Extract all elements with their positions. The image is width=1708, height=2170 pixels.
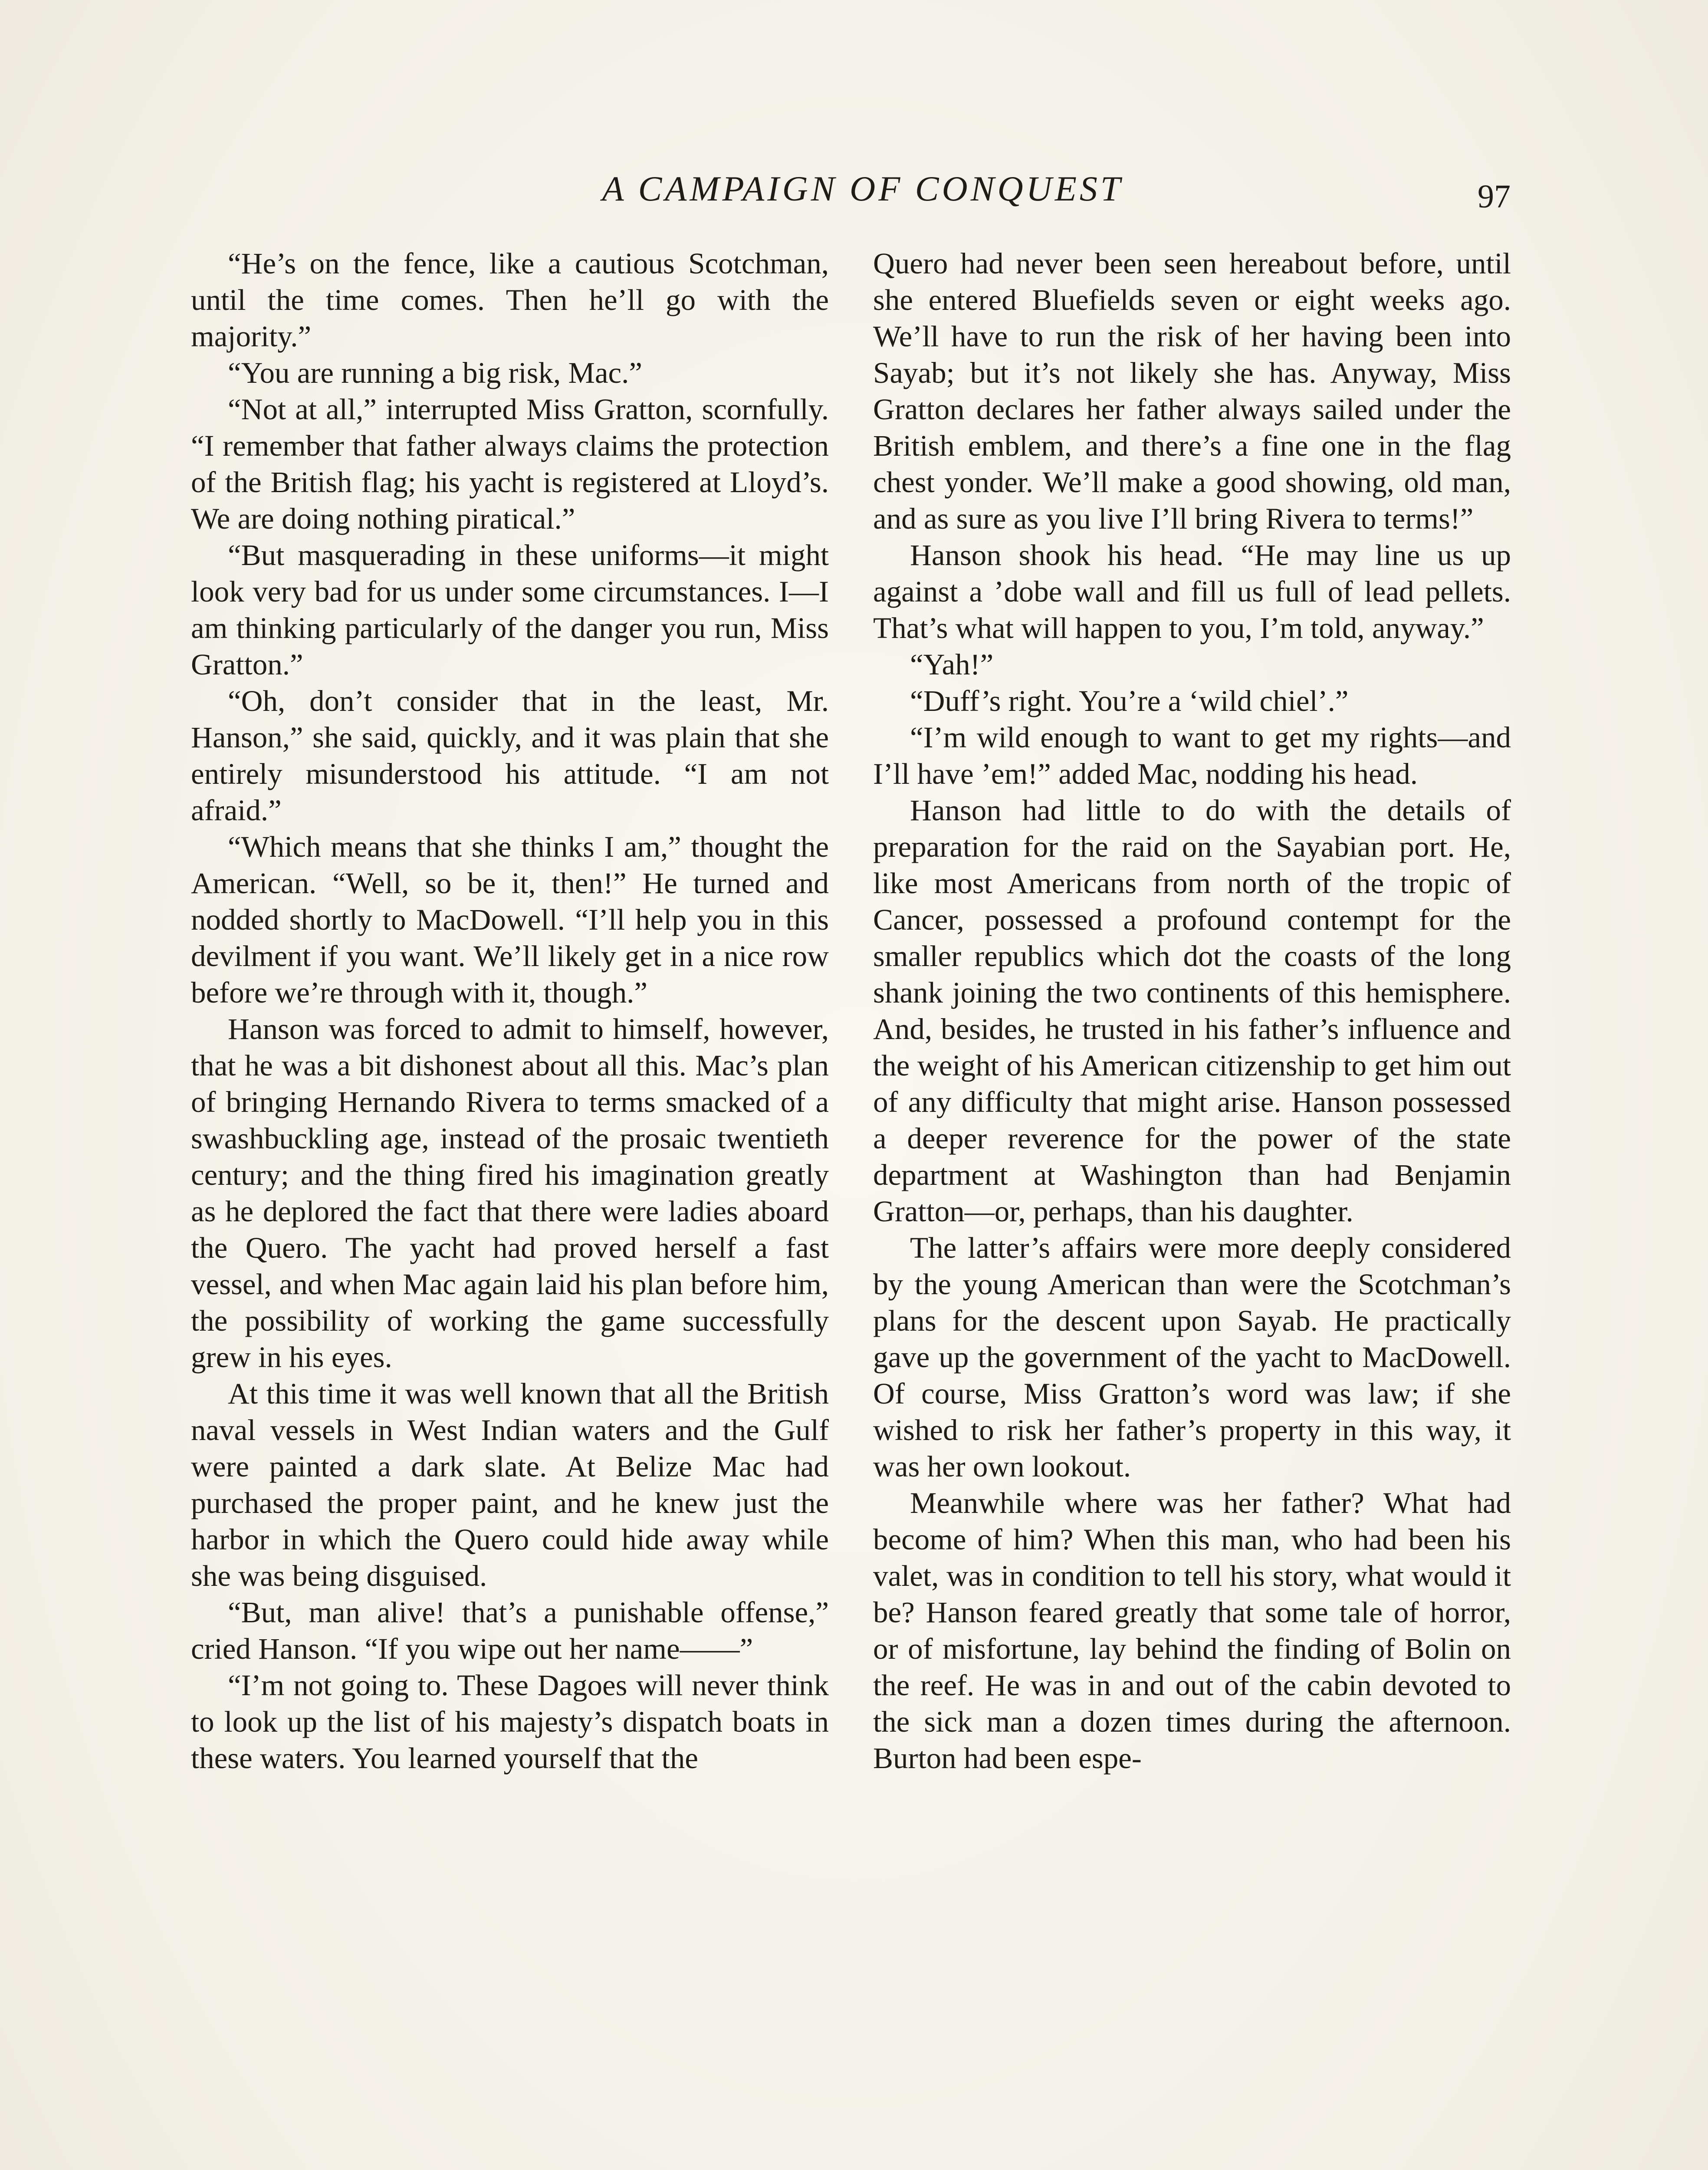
paragraph: “Oh, don’t consider that in the least, Mr. Hanson,” she said, quickly, and it was plain that she entirely misunderstood his attitude. “I am not afraid.” <box>191 684 829 827</box>
paragraph: Hanson had little to do with the details of preparation for the raid on the Sayabian port. He, like most Americans from north of the tropic of Cancer, possessed a profound contempt for the smaller republics which dot the coasts of the long shank joining the two continents of this hemisphere. And, besides, he trusted in his father’s influence and the weight of his American citizenship to get him out of any difficulty that might arise. Hanson possessed a deeper reverence for the power of the state department at Washington than had Benjamin Gratton—or, perhaps, than his daughter. <box>873 794 1511 1228</box>
paragraph: “He’s on the fence, like a cautious Scotchman, until the time comes. Then he’ll go with the majority.” <box>191 247 829 353</box>
paragraph: “Duff’s right. You’re a ‘wild chiel’.” <box>910 684 1349 717</box>
paragraph: “You are running a big risk, Mac.” <box>228 356 642 389</box>
paragraph: Meanwhile where was her father? What had become of him? When this man, who had been his valet, was in condition to tell his story, what would it be? Hanson feared greatly that some tale of horror, or of misfortune, lay behind the finding of Bolin on the reef. He was in and out of the cabin devoted to the sick man a dozen times during the afternoon. Burton had been espe- <box>873 1486 1511 1775</box>
left-column <box>191 245 829 1776</box>
paragraph: “I’m not going to. These Dagoes will never think to look up the list of his majesty’s dispatch boats in these waters. You learned yourself that the <box>191 1669 829 1775</box>
paragraph: “Not at all,” interrupted Miss Gratton, scornfully. “I remember that father always claims the protection of the British flag; his yacht is registered at Lloyd’s. We are doing nothing piratical.” <box>191 393 829 535</box>
paragraph: “I’m wild enough to want to get my rights—and I’ll have ’em!” added Mac, nodding his head. <box>873 721 1511 790</box>
page-number: 97 <box>1478 178 1511 215</box>
paragraph: Hanson shook his head. “He may line us up against a ’dobe wall and fill us full of lead pellets. That’s what will happen to you, I’m told, anyway.” <box>873 539 1511 644</box>
paragraph: At this time it was well known that all the British naval vessels in West Indian waters and the Gulf were painted a dark slate. At Belize Mac had purchased the proper paint, and he knew just the harbor in which the Quero could hide away while she was being disguised. <box>191 1377 829 1592</box>
paragraph: The latter’s affairs were more deeply considered by the young American than were the Scotchman’s plans for the descent upon Sayab. He practically gave up the government of the yacht to MacDowell. Of course, Miss Gratton’s word was law; if she wished to risk her father’s property in this way, it was her own lookout. <box>873 1231 1511 1483</box>
paragraph: “But masquerading in these uniforms—it might look very bad for us under some circumstances. I—I am thinking particularly of the danger you run, Miss Gratton.” <box>191 539 829 681</box>
paragraph: “But, man alive! that’s a punishable offense,” cried Hanson. “If you wipe out her name——” <box>191 1596 829 1665</box>
paragraph: “Yah!” <box>910 648 994 681</box>
running-title: A CAMPAIGN OF CONQUEST <box>602 169 1123 208</box>
right-column <box>873 245 1511 1776</box>
paragraph: “Which means that she thinks I am,” thought the American. “Well, so be it, then!” He turned and nodded shortly to MacDowell. “I’ll help you in this devilment if you want. We’ll likely get in a nice row before we’re through with it, though.” <box>191 830 829 1009</box>
paragraph-continuation: Quero had never been seen hereabout before, until she entered Bluefields seven or eight weeks ago. We’ll have to run the risk of her having been into Sayab; but it’s not likely she has. Anyway, Miss Gratton declares her father always sailed under the British emblem, and there’s a fine one in the flag chest yonder. We’ll make a good showing, old man, and as sure as you live I’ll bring Rivera to terms!” <box>873 247 1511 535</box>
page-header <box>0 167 1708 215</box>
paragraph: Hanson was forced to admit to himself, however, that he was a bit dishonest about all this. Mac’s plan of bringing Hernando Rivera to terms smacked of a swashbuckling age, instead of the prosaic twentieth century; and the thing fired his imagination greatly as he deplored the fact that there were ladies aboard the Quero. The yacht had proved herself a fast vessel, and when Mac again laid his plan before him, the possibility of working the game successfully grew in his eyes. <box>191 1013 829 1374</box>
